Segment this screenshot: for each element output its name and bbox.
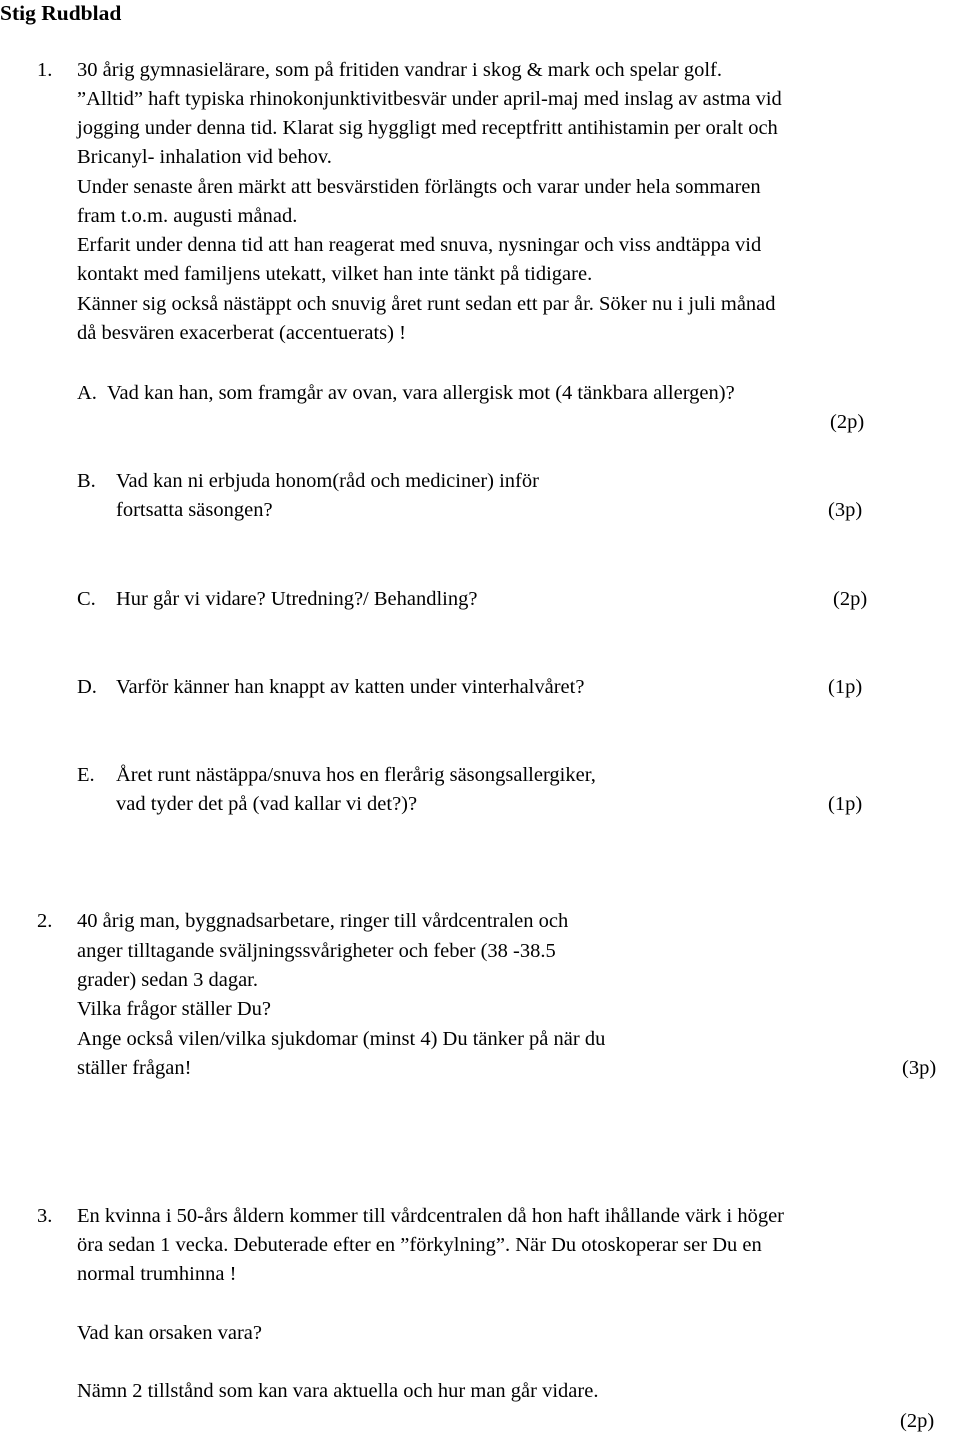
question-1-line: Erfarit under denna tid att han reagerat med snuva, nysningar och viss andtäppa vid bbox=[77, 234, 762, 256]
question-2-line: 40 årig man, byggnadsarbetare, ringer till vårdcentralen och bbox=[77, 910, 569, 932]
question-2-line: grader) sedan 3 dagar. bbox=[77, 969, 258, 991]
subquestion-c-points: (2p) bbox=[833, 588, 868, 610]
subquestion-b-text: Vad kan ni erbjuda honom(råd och mediciner) inför bbox=[116, 470, 539, 492]
question-1-line: Under senaste åren märkt att besvärstiden förlängts och varar under hela sommaren bbox=[77, 176, 761, 198]
subquestion-d-label: D. bbox=[77, 676, 97, 698]
question-2-number: 2. bbox=[37, 910, 53, 932]
subquestion-e-points: (1p) bbox=[828, 793, 863, 815]
question-2-line: ställer frågan! bbox=[77, 1057, 192, 1079]
question-1-line: Bricanyl- inhalation vid behov. bbox=[77, 146, 332, 168]
question-1-line: jogging under denna tid. Klarat sig hyggligt med receptfritt antihistamin per oralt och bbox=[77, 117, 778, 139]
question-2-points: (3p) bbox=[902, 1057, 937, 1079]
subquestion-b-points: (3p) bbox=[828, 499, 863, 521]
subquestion-a-points: (2p) bbox=[830, 411, 865, 433]
subquestion-c-text: Hur går vi vidare? Utredning?/ Behandling? bbox=[116, 588, 478, 610]
author-name: Stig Rudblad bbox=[0, 1, 122, 25]
question-3-line: öra sedan 1 vecka. Debuterade efter en ”förkylning”. När Du otoskoperar ser Du en bbox=[77, 1234, 762, 1256]
question-2-line: anger tilltagande sväljningssvårigheter och feber (38 -38.5 bbox=[77, 940, 556, 962]
subquestion-a-text: Vad kan han, som framgår av ovan, vara allergisk mot (4 tänkbara allergen)? bbox=[107, 382, 735, 404]
subquestion-d-points: (1p) bbox=[828, 676, 863, 698]
question-3-number: 3. bbox=[37, 1205, 53, 1227]
question-3-line: normal trumhinna ! bbox=[77, 1263, 237, 1285]
question-2-line: Vilka frågor ställer Du? bbox=[77, 998, 272, 1020]
question-3-line: En kvinna i 50-års åldern kommer till vårdcentralen då hon haft ihållande värk i höger bbox=[77, 1205, 784, 1227]
subquestion-b-text: fortsatta säsongen? bbox=[116, 499, 273, 521]
question-1-line: Känner sig också nästäppt och snuvig året runt sedan ett par år. Söker nu i juli månad bbox=[77, 293, 776, 315]
subquestion-c-label: C. bbox=[77, 588, 96, 610]
subquestion-b-label: B. bbox=[77, 470, 96, 492]
subquestion-a-label: A. bbox=[77, 382, 97, 404]
question-1-line: kontakt med familjens utekatt, vilket han inte tänkt på tidigare. bbox=[77, 263, 593, 285]
question-3-points: (2p) bbox=[900, 1410, 935, 1432]
subquestion-e-label: E. bbox=[77, 764, 95, 786]
subquestion-e-text: Året runt nästäppa/snuva hos en flerårig säsongsallergiker, bbox=[116, 764, 596, 786]
question-3-task: Nämn 2 tillstånd som kan vara aktuella och hur man går vidare. bbox=[77, 1380, 599, 1402]
question-1-number: 1. bbox=[37, 59, 53, 81]
question-1-line: fram t.o.m. augusti månad. bbox=[77, 205, 298, 227]
question-3-question: Vad kan orsaken vara? bbox=[77, 1322, 262, 1344]
subquestion-e-text: vad tyder det på (vad kallar vi det?)? bbox=[116, 793, 418, 815]
question-1-line: 30 årig gymnasielärare, som på fritiden vandrar i skog & mark och spelar golf. bbox=[77, 59, 722, 81]
subquestion-d-text: Varför känner han knappt av katten under vinterhalvåret? bbox=[116, 676, 585, 698]
question-1-line: då besvären exacerberat (accentuerats) ! bbox=[77, 322, 406, 344]
question-1-line: ”Alltid” haft typiska rhinokonjunktivitbesvär under april-maj med inslag av astma vid bbox=[77, 88, 782, 110]
question-2-line: Ange också vilen/vilka sjukdomar (minst 4) Du tänker på när du bbox=[77, 1028, 606, 1050]
